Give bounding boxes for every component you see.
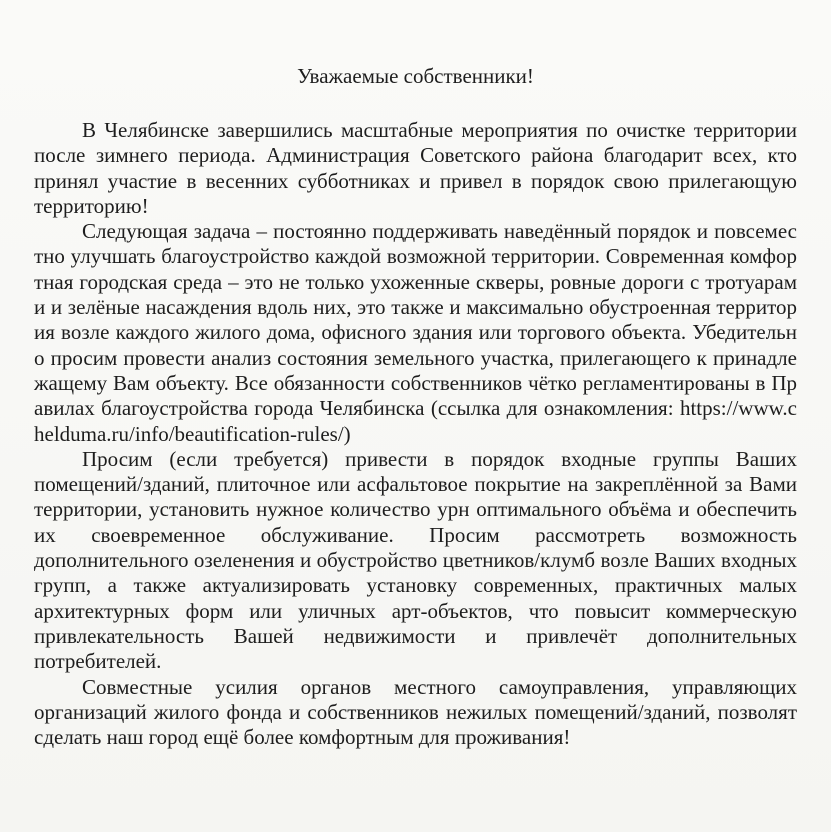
letter-body (34, 64, 797, 750)
paragraph-next-task: Следующая задача – постоянно поддерживать наведённый порядок и повсеместно улучшать благоустройство каждой возможной территории. Современная комфортная городская среда – это не только ухоженные скверы, ровные дороги с тротуарами и зелёные насаждения вдоль них, это также и максимально обустроенная территория возле каждого жилого дома, офисного здания или торгового объекта. Убедительно просим провести анализ состояния земельного участка, прилегающего к принадлежащему Вам объекту. Все обязанности собственников чётко регламентированы в Правилах благоустройства города Челябинска (ссылка для ознакомления: https://www.chelduma.ru/info/beautification-rules/) (34, 219, 797, 446)
paragraph-joint-efforts: Совместные усилия органов местного самоуправления, управляющих организаций жилого фонда и собственников нежилых помещений/зданий, позволят сделать наш город ещё более комфортным для проживания! (34, 674, 797, 750)
paragraph-request: Просим (если требуется) привести в порядок входные группы Ваших помещений/зданий, плиточное или асфальтовое покрытие на закреплённой за Вами территории, установить нужное количество урн оптимального объёма и обеспечить их своевременное обслуживание. Просим рассмотреть возможность дополнительного озеленения и обустройство цветников/клумб возле Ваших входных групп, а также актуализировать установку современных, практичных малых архитектурных форм или уличных арт-объектов, что повысит коммерческую привлекательность Вашей недвижимости и привлечёт дополнительных потребителей. (34, 446, 797, 674)
paragraph-cleanup-thanks: В Челябинске завершились масштабные мероприятия по очистке территории после зимнего периода. Администрация Советского района благодарит всех, кто принял участие в весенних субботниках и привел в порядок свою прилегающую территорию! (34, 118, 797, 218)
letter-title: Уважаемые собственники! (297, 64, 534, 88)
